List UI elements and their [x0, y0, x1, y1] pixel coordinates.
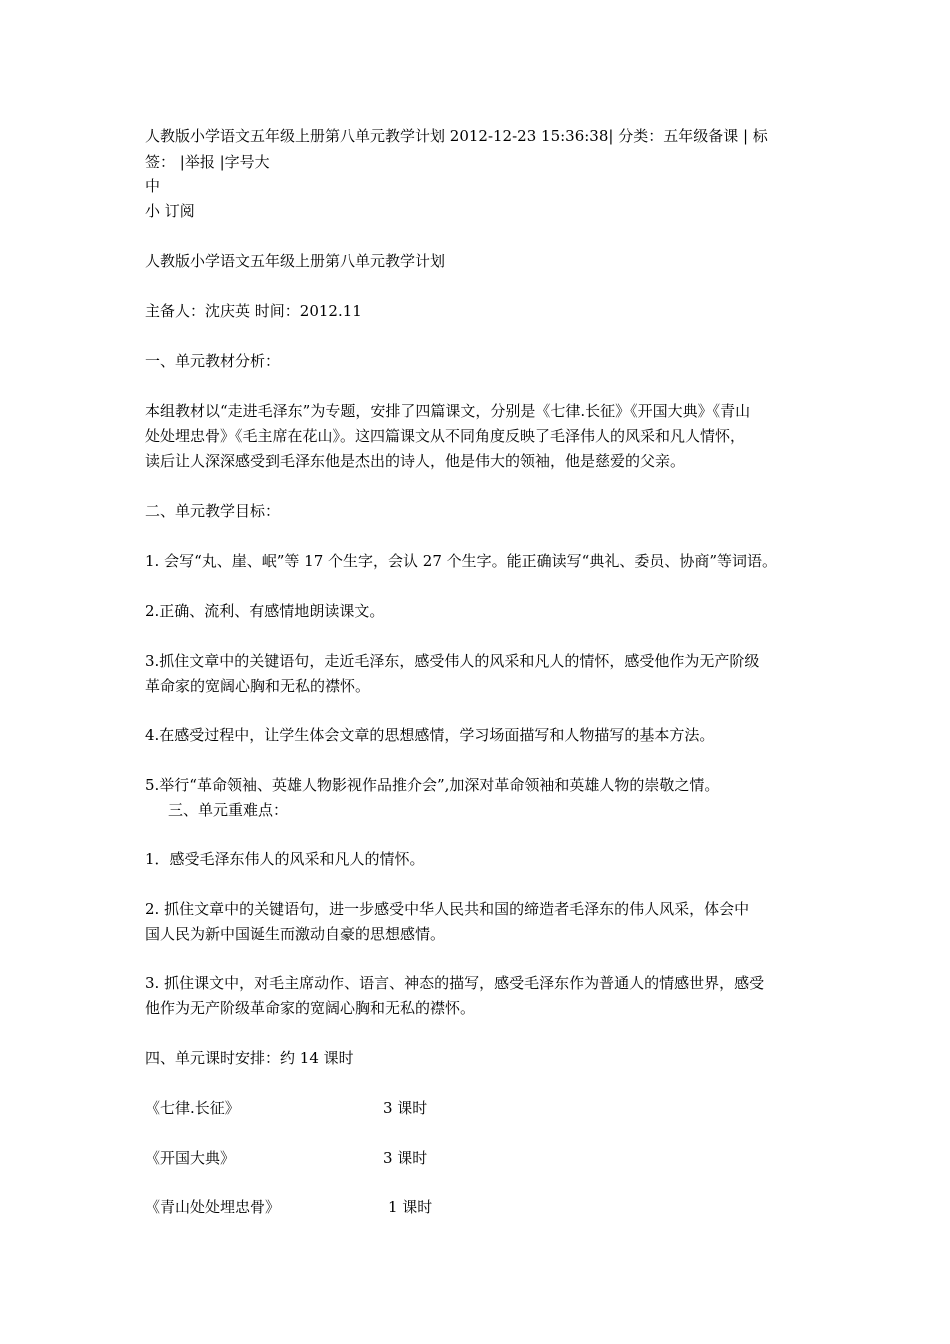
goal-item: 5.举行“革命领袖、英雄人物影视作品推介会”,加深对革命领袖和英雄人物的崇敬之情。: [145, 776, 720, 794]
header-tags-line: 签： |举报 |字号大: [145, 153, 270, 171]
header-meta-line: 人教版小学语文五年级上册第八单元教学计划 2012-12-23 15:36:38| 分类：五年级备课 | 标: [145, 127, 768, 145]
key-point-item-continuation: 他作为无产阶级革命家的宽阔心胸和无私的襟怀。: [145, 999, 476, 1017]
key-point-item: 2. 抓住文章中的关键语句，进一步感受中华人民共和国的缔造者毛泽东的伟人风采，体会中: [145, 900, 750, 918]
schedule-lesson-hours: 1 课时: [388, 1198, 433, 1216]
goal-item: 3.抓住文章中的关键语句，走近毛泽东，感受伟人的风采和凡人的情怀，感受他作为无产阶级: [145, 652, 760, 670]
schedule-lesson-hours: 3 课时: [383, 1149, 428, 1167]
goal-item: 1. 会写“丸、崖、岷”等 17 个生字，会认 27 个生字。能正确读写“典礼、委员、协商”等词语。: [145, 552, 778, 570]
section-heading-key-points: 三、单元重难点：: [168, 801, 289, 819]
section-heading-schedule: 四、单元课时安排：约 14 课时: [145, 1049, 354, 1067]
schedule-lesson-hours: 3 课时: [383, 1099, 428, 1117]
analysis-paragraph-line: 处处埋忠骨》《毛主席在花山》。这四篇课文从不同角度反映了毛泽伟人的风采和凡人情怀，: [145, 427, 746, 445]
key-point-item: 1．感受毛泽东伟人的风采和凡人的情怀。: [145, 850, 425, 868]
schedule-lesson-title: 《七律.长征》: [145, 1099, 240, 1117]
font-size-medium-link[interactable]: 中: [145, 177, 161, 195]
author-time-line: 主备人：沈庆英 时间：2012.11: [145, 302, 362, 320]
key-point-item: 3. 抓住课文中，对毛主席动作、语言、神态的描写，感受毛泽东作为普通人的情感世界，感受: [145, 974, 765, 992]
section-heading-goals: 二、单元教学目标：: [145, 502, 281, 520]
analysis-paragraph-line: 读后让人深深感受到毛泽东他是杰出的诗人，他是伟大的领袖，他是慈爱的父亲。: [145, 452, 686, 470]
goal-item: 2.正确、流利、有感情地朗读课文。: [145, 602, 385, 620]
key-point-item-continuation: 国人民为新中国诞生而激动自豪的思想感情。: [145, 925, 446, 943]
goal-item: 4.在感受过程中，让学生体会文章的思想感情，学习场面描写和人物描写的基本方法。: [145, 726, 715, 744]
analysis-paragraph-line: 本组教材以“走进毛泽东”为专题，安排了四篇课文，分别是《七律.长征》《开国大典》《青山: [145, 402, 751, 420]
schedule-lesson-title: 《青山处处埋忠骨》: [145, 1198, 281, 1216]
font-size-small-subscribe-line[interactable]: 小 订阅: [145, 202, 195, 220]
goal-item-continuation: 革命家的宽阔心胸和无私的襟怀。: [145, 677, 371, 695]
section-heading-analysis: 一、单元教材分析：: [145, 352, 281, 370]
document-title: 人教版小学语文五年级上册第八单元教学计划: [145, 252, 446, 270]
schedule-lesson-title: 《开国大典》: [145, 1149, 236, 1167]
